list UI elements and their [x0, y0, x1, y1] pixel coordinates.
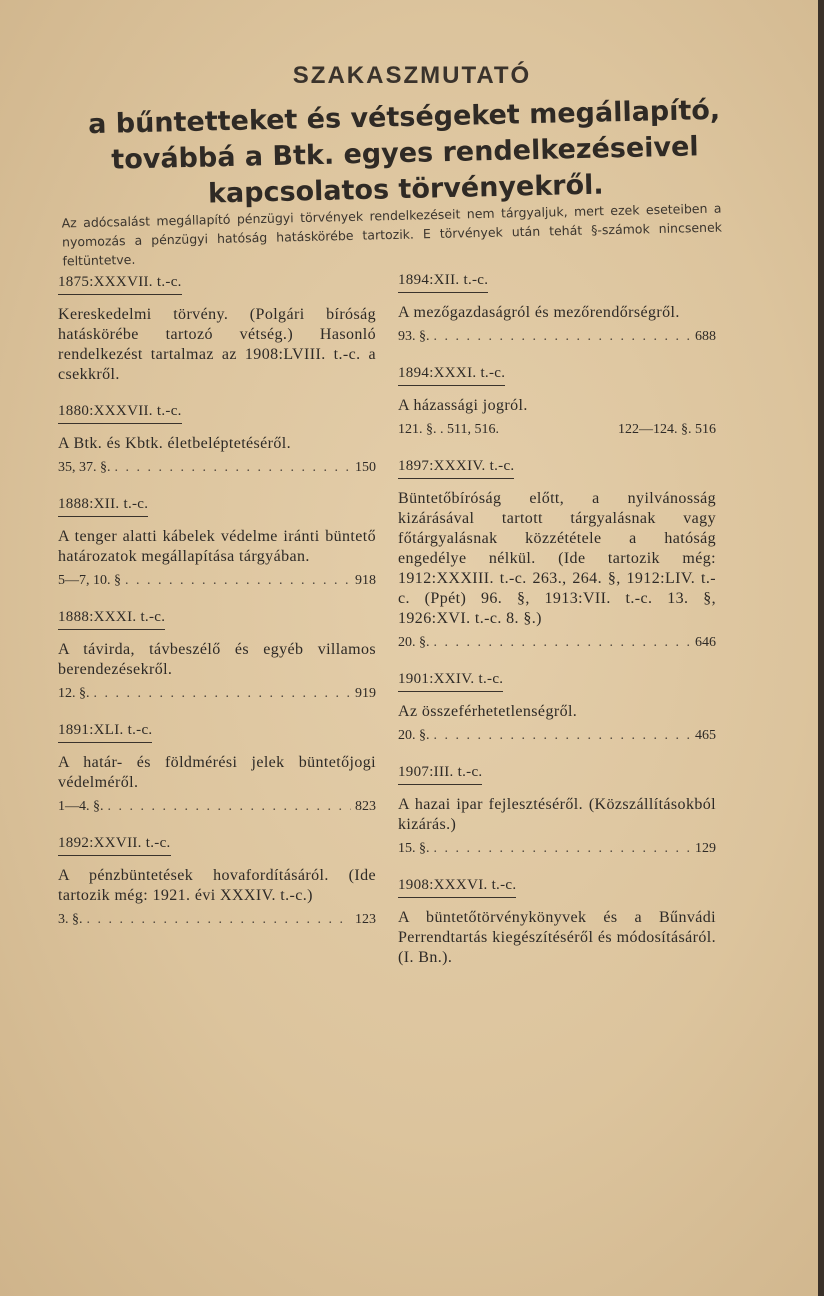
page-number: 918: [355, 573, 376, 588]
intro-note: Az adócsalást megállapító pénzügyi törvények rendelkezéseit nem tárgyaljuk, mert ezek eseteiben a nyomozás a pénzügyi hatóság hatáskörébe tartozik. E törvények után tehát §-számok nincsenek feltüntetve.: [61, 200, 723, 269]
subtitle-line: továbbá a Btk. egyes rendelkezéseivel: [110, 131, 699, 176]
subtitle-line: a bűntetteket és vétségeket megállapító,: [87, 94, 721, 141]
section-reference: [58, 797, 376, 817]
law-entry: [398, 669, 716, 746]
law-description: A határ- és földmérési jelek büntetőjogi védelméről.: [58, 754, 376, 791]
section-number: 5—7, 10. §: [58, 573, 121, 588]
section-reference: [58, 458, 376, 478]
section-number: 93. §.: [398, 329, 430, 344]
law-description: A büntetőtörvénykönyvek és a Bűnvádi Perrendtartás kiegészítéséről és módosításáról. (I. Bn.).: [398, 909, 716, 966]
law-description: Büntetőbíróság előtt, a nyilvánosság kizárásával tartott tárgyalásnak vagy főtárgyalásnak közzététele a hatóság engedélye nélkül. (Ide tartozik még: 1912:XXXIII. t.-c. 263., 264. §, 1912:LIV. t.-c. (Ppét) 96. §, 1913:VII. t.-c. 13. §, 1926:XVI. t.-c. 8. §.): [398, 490, 716, 627]
leader-dots: [125, 571, 351, 591]
law-heading: 1880:XXXVII. t.-c.: [58, 401, 182, 424]
law-entry: [398, 875, 716, 968]
leader-dots: [434, 633, 692, 653]
leader-dots: [434, 839, 692, 859]
page-subtitle: [59, 92, 751, 216]
law-entry: [58, 494, 376, 591]
leader-dots: [115, 458, 352, 478]
section-reference: [398, 726, 716, 746]
law-entry: [58, 720, 376, 817]
section-number: 12. §.: [58, 686, 90, 701]
law-description: A mezőgazdaságról és mezőrendőrségről.: [398, 304, 680, 321]
section-reference: [398, 839, 716, 859]
leader-dots: [434, 327, 692, 347]
section-reference: [58, 571, 376, 591]
law-description: A Btk. és Kbtk. életbeléptetéséről.: [58, 435, 292, 452]
section-reference: [398, 633, 716, 653]
leader-dots: [108, 797, 352, 817]
section-reference: [398, 420, 716, 440]
law-entry: [58, 401, 376, 478]
law-heading: 1897:XXXIV. t.-c.: [398, 456, 514, 479]
law-heading: 1907:III. t.-c.: [398, 762, 482, 785]
law-heading: 1875:XXXVII. t.-c.: [58, 272, 182, 295]
page-number: 122—124. §. 516: [618, 422, 716, 437]
page-number: 150: [355, 460, 376, 475]
law-description: A távirda, távbeszélő és egyéb villamos berendezésekről.: [58, 641, 376, 678]
section-number: 20. §.: [398, 728, 430, 743]
law-heading: 1892:XXVII. t.-c.: [58, 833, 171, 856]
law-description: A pénzbüntetések hovafordításáról. (Ide tartozik még: 1921. évi XXXIV. t.-c.): [58, 867, 376, 904]
section-reference: [58, 910, 376, 930]
law-entry: [58, 272, 376, 385]
law-entry: [58, 833, 376, 930]
law-entry: [398, 762, 716, 859]
page-number: 688: [695, 329, 716, 344]
page-number: 646: [695, 635, 716, 650]
section-number: 121. §. . 511, 516.: [398, 422, 499, 437]
law-description: A hazai ipar fejlesztéséről. (Közszállításokból kizárás.): [398, 796, 716, 833]
left-column: [58, 272, 376, 946]
leader-dots: [94, 684, 352, 704]
law-entry: [398, 270, 716, 347]
law-heading: 1901:XXIV. t.-c.: [398, 669, 503, 692]
page-number: 823: [355, 799, 376, 814]
law-description: Az összeférhetetlenségről.: [398, 703, 578, 720]
section-number: 3. §.: [58, 912, 83, 927]
page-number: 123: [355, 912, 376, 927]
section-number: 15. §.: [398, 841, 430, 856]
page-edge: [818, 0, 824, 1296]
subtitle-line: kapcsolatos törvényekről.: [207, 169, 604, 210]
section-number: 1—4. §.: [58, 799, 104, 814]
section-reference: [398, 327, 716, 347]
law-heading: 1888:XXXI. t.-c.: [58, 607, 165, 630]
law-entry: [58, 607, 376, 704]
law-heading: 1888:XII. t.-c.: [58, 494, 148, 517]
leader-dots: [87, 910, 352, 930]
section-number: 35, 37. §.: [58, 460, 111, 475]
law-heading: 1891:XLI. t.-c.: [58, 720, 152, 743]
law-entry: [398, 456, 716, 653]
page-number: 465: [695, 728, 716, 743]
section-number: 20. §.: [398, 635, 430, 650]
law-description: A házassági jogról.: [398, 397, 528, 414]
law-heading: 1894:XXXI. t.-c.: [398, 363, 505, 386]
law-heading: 1908:XXXVI. t.-c.: [398, 875, 516, 898]
leader-dots: [434, 726, 692, 746]
section-reference: [58, 684, 376, 704]
page-title: SZAKASZMUTATÓ: [292, 62, 532, 89]
law-entry: [398, 363, 716, 440]
law-description: A tenger alatti kábelek védelme iránti büntető határozatok megállapítása tárgyában.: [58, 528, 376, 565]
law-description: Kereskedelmi törvény. (Polgári bíróság hatáskörébe tartozó vétség.) Hasonló rendelkezést tartalmaz az 1908:LVIII. t.-c. a csekkről.: [58, 306, 376, 383]
page-number: 129: [695, 841, 716, 856]
law-heading: 1894:XII. t.-c.: [398, 270, 488, 293]
page-number: 919: [355, 686, 376, 701]
right-column: [398, 270, 716, 984]
